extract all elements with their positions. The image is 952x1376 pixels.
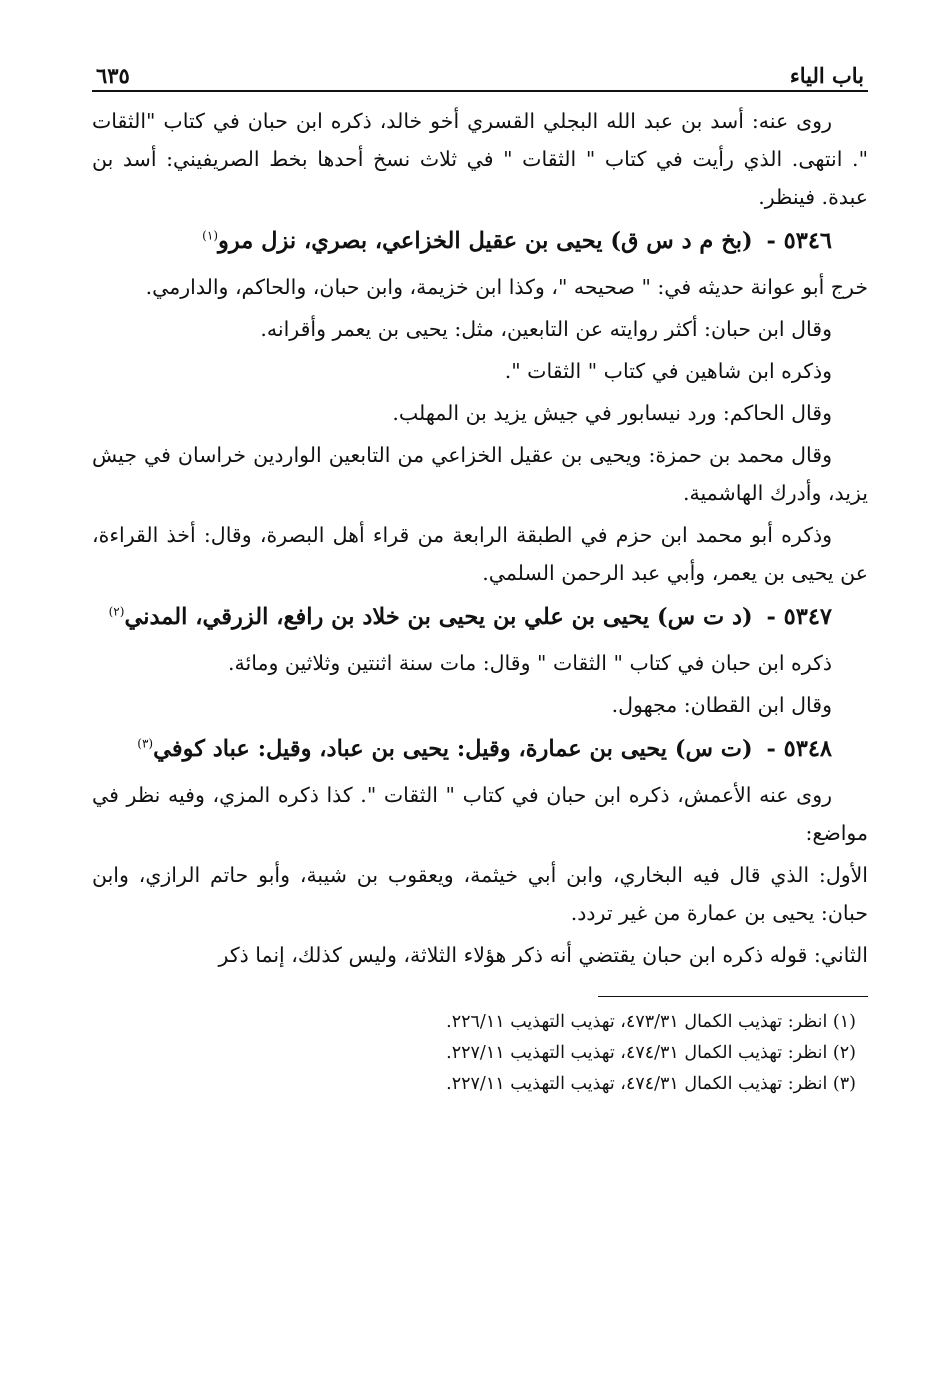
running-header: [92, 48, 868, 92]
entry-number: ٥٣٤٨ -: [766, 736, 832, 762]
entry-number: ٥٣٤٧ -: [766, 604, 832, 630]
entry-title: (ت س) يحيى بن عمارة، وقيل: يحيى بن عباد، وقيل: عباد كوفي: [153, 736, 753, 762]
paragraph: روى عنه الأعمش، ذكره ابن حبان في كتاب " الثقات ". كذا ذكره المزي، وفيه نظر في مواضع:: [92, 783, 868, 845]
paragraph: وذكره ابن شاهين في كتاب " الثقات ".: [504, 359, 832, 383]
paragraph: الأول: الذي قال فيه البخاري، وابن أبي خيثمة، ويعقوب بن شيبة، وأبو حاتم الرازي، وابن حبان: يحيى بن عمارة من غير تردد.: [92, 863, 868, 925]
paragraph: وقال الحاكم: ورد نيسابور في جيش يزيد بن المهلب.: [392, 401, 832, 425]
page-number: ٦٣٥: [96, 63, 130, 88]
footnote-ref: (١): [202, 228, 218, 243]
footnote-divider: [598, 996, 868, 997]
paragraph: ذكره ابن حبان في كتاب " الثقات " وقال: مات سنة اثنتين وثلاثين ومائة.: [228, 651, 832, 675]
entry-heading-5346: [92, 220, 868, 262]
footnote: (٣) انظر: تهذيب الكمال ٤٧٤/٣١، تهذيب التهذيب ٢٢٧/١١.: [446, 1074, 856, 1094]
footnote: (٢) انظر: تهذيب الكمال ٤٧٤/٣١، تهذيب التهذيب ٢٢٧/١١.: [446, 1043, 856, 1063]
entry-number: ٥٣٤٦ -: [766, 228, 832, 254]
entry-heading-5348: [92, 728, 868, 770]
main-text: [92, 102, 868, 974]
paragraph: وذكره أبو محمد ابن حزم في الطبقة الرابعة من قراء أهل البصرة، وقال: أخذ القراءة، عن يحيى بن يعمر، وأبي عبد الرحمن السلمي.: [92, 523, 868, 585]
book-page: [92, 48, 868, 1100]
entry-title: (د ت س) يحيى بن علي بن يحيى بن خلاد بن رافع، الزرقي، المدني: [124, 604, 753, 630]
paragraph: روى عنه: أسد بن عبد الله البجلي القسري أخو خالد، ذكره ابن حبان في كتاب "الثقات ". انتهى. الذي رأيت في كتاب " الثقات " في ثلاث نسخ أحدها بخط الصريفيني: أسد بن عبدة. فينظر.: [92, 109, 868, 209]
chapter-title: باب الياء: [789, 63, 864, 88]
footnote-ref: (٢): [108, 604, 125, 619]
paragraph: وقال ابن حبان: أكثر روايته عن التابعين، مثل: يحيى بن يعمر وأقرانه.: [260, 317, 832, 341]
paragraph: خرج أبو عوانة حديثه في: " صحيحه "، وكذا ابن خزيمة، وابن حبان، والحاكم، والدارمي.: [145, 275, 868, 299]
entry-heading-5347: [92, 596, 868, 638]
paragraph: وقال محمد بن حمزة: ويحيى بن عقيل الخزاعي من التابعين الواردين خراسان في جيش يزيد، وأدرك الهاشمية.: [92, 443, 868, 505]
footnotes: [92, 1007, 868, 1100]
paragraph: وقال ابن القطان: مجهول.: [611, 693, 832, 717]
footnote-ref: (٣): [137, 736, 154, 751]
paragraph: الثاني: قوله ذكره ابن حبان يقتضي أنه ذكر هؤلاء الثلاثة، وليس كذلك، إنما ذكر: [218, 943, 868, 967]
entry-title: (بخ م د س ق) يحيى بن عقيل الخزاعي، بصري، نزل مرو: [218, 228, 753, 254]
footnote: (١) انظر: تهذيب الكمال ٤٧٣/٣١، تهذيب التهذيب ٢٢٦/١١.: [446, 1012, 856, 1032]
